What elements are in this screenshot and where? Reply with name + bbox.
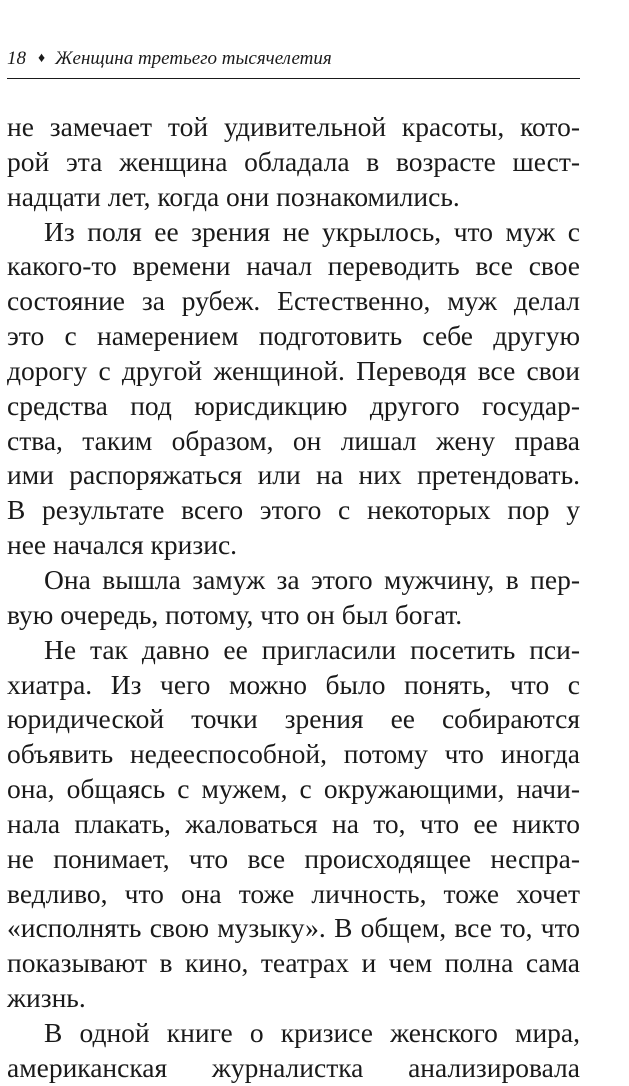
text-line: показывают в кино, театрах и чем полна сама [7,947,580,979]
text-line: Из поля ее зрения не укрылось, что муж с [44,215,580,247]
text-line: не понимает, что все происходящее неспра- [7,842,580,874]
text-line: средства под юрисдикцию другого государ- [7,389,580,421]
text-line: В результате всего этого с некоторых пор у [7,494,580,526]
text-line: это с намерением подготовить себе другую [7,320,580,352]
book-title: Женщина третьего тысячелетия [55,48,332,69]
text-line: рой эта женщина обладала в возрасте шест- [7,145,580,177]
text-line: какого-то времени начал переводить все свое [7,250,580,282]
diamond-separator-icon: ♦ [38,51,46,66]
text-line: надцати лет, когда они познакомились. [7,180,460,212]
text-line: ства, таким образом, он лишал жену права [7,424,580,456]
text-line: нала плакать, жаловаться на то, что ее никто [7,807,580,839]
text-line: вую очередь, потому, что он был богат. [7,598,463,630]
text-line: жизнь. [7,982,86,1014]
body-text [7,110,580,1086]
page-number: 18 [7,48,26,69]
text-line: американская журналистка анализировала [7,1051,580,1083]
text-line: Не так давно ее пригласили посетить пси- [44,633,580,665]
text-line: Она вышла замуж за этого мужчину, в пер- [44,563,580,595]
text-line: ведливо, что она тоже личность, тоже хочет [7,877,580,909]
text-line: состояние за рубеж. Естественно, муж делал [7,285,580,317]
text-line: «исполнять свою музыку». В общем, все то, что [7,912,580,944]
text-line: она, общаясь с мужем, с окружающими, начи- [7,773,580,805]
running-head [7,48,580,79]
text-line: не замечает той удивительной красоты, кото- [7,111,580,142]
text-line: объявить недееспособной, потому что иногда [7,738,580,770]
text-line: нее начался кризис. [7,529,238,561]
text-line: хиатра. Из чего можно было понять, что с [7,668,580,700]
text-line: ими распоряжаться или на них претендовать. [7,459,580,491]
text-line: В одной книге о кризисе женского мира, [44,1016,580,1048]
text-line: юридической точки зрения ее собираются [7,703,580,735]
text-line: дорогу с другой женщиной. Переводя все свои [7,354,580,386]
